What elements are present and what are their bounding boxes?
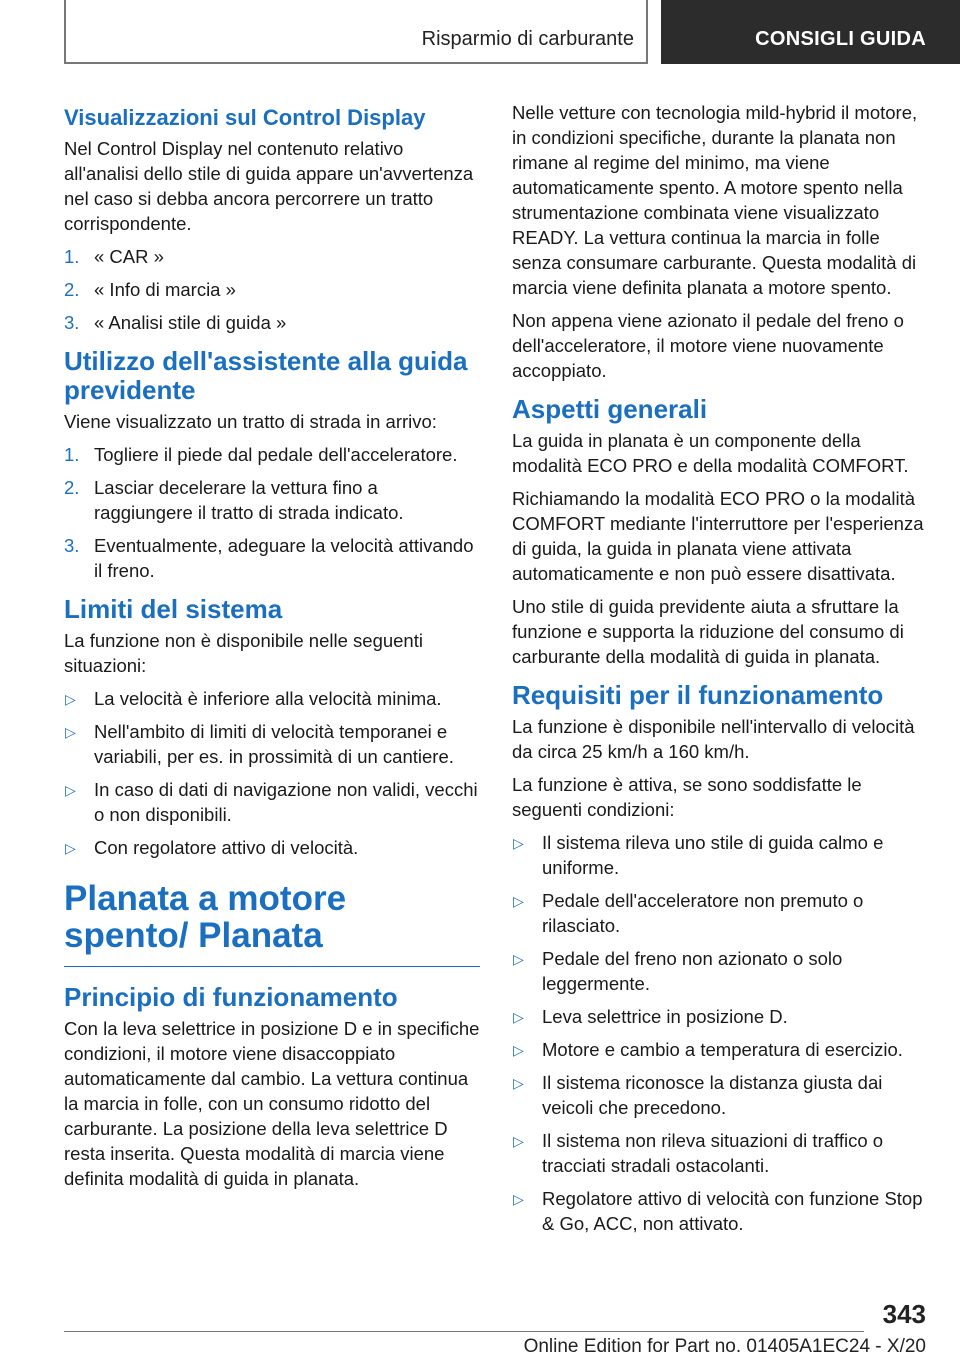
chapter-tab (661, 0, 960, 64)
paragraph-general-3: Uno stile di guida previdente aiuta a sfruttare la funzione e supporta la riduzione del consumo di carburante della modalità di guida in planata. (512, 596, 904, 667)
footer-edition: Online Edition for Part no. 01405A1EC24 - X/20 (523, 1336, 926, 1357)
list-number: 3. (64, 535, 80, 556)
list-item: ▷ Nell'ambito di limiti di velocità temporanei e variabili, per es. in prossimità di un cantiere. (65, 721, 454, 767)
right-column (512, 100, 928, 1244)
bullet-triangle-icon: ▷ (513, 1075, 524, 1091)
paragraph-general-1: La guida in planata è un componente della modalità ECO PRO e della modalità COMFORT. (512, 430, 909, 476)
paragraph-mild-hybrid: Nelle vetture con tecnologia mild-hybrid il motore, in condizioni specifiche, durante la planata non rimane al regime del minimo, ma viene automaticamente spento. A motore spento nella strumentazione combinata viene visualizzato READY. La vettura continua la marcia in folle senza consumare carburante. Questa modalità di marcia viene definita planata a motore spento. (512, 102, 918, 298)
heading-limits: Limiti del sistema (64, 594, 283, 624)
heading-assistant: Utilizzo dell'assistente alla guida previdente (64, 346, 468, 405)
list-item: ▷ Regolatore attivo di velocità con funzione Stop & Go, ACC, non attivato. (513, 1188, 923, 1234)
list-limits (64, 686, 480, 860)
list-requirements (512, 830, 928, 1236)
list-item: ▷ Pedale del freno non azionato o solo leggermente. (513, 948, 843, 994)
paragraph-control-display: Nel Control Display nel contenuto relativo all'analisi dello stile di guida appare un'avvertenza nel caso si debba ancora percorrere un tratto corrispondente. (64, 138, 474, 234)
bullet-triangle-icon: ▷ (513, 1191, 524, 1207)
list-item: 1. Togliere il piede dal pedale dell'acceleratore. (64, 444, 458, 465)
list-item: 3. Eventualmente, adeguare la velocità attivando il freno. (64, 535, 474, 581)
bullet-triangle-icon: ▷ (513, 1009, 524, 1025)
bullet-triangle-icon: ▷ (65, 724, 76, 740)
list-item: ▷ Leva selettrice in posizione D. (512, 1004, 928, 1029)
heading-requirements: Requisiti per il funzionamento (512, 680, 884, 710)
paragraph-requirements-2: La funzione è attiva, se sono soddisfatte le seguenti condizioni: (512, 774, 862, 820)
page-header (0, 0, 960, 66)
list-item: 2. « Info di marcia » (64, 279, 236, 300)
bullet-triangle-icon: ▷ (513, 1042, 524, 1058)
bullet-triangle-icon: ▷ (65, 691, 76, 707)
list-item: 2. Lasciar decelerare la vettura fino a raggiungere il tratto di strada indicato. (64, 477, 404, 523)
paragraph-general-2: Richiamando la modalità ECO PRO o la modalità COMFORT mediante l'interruttore per l'esperienza di guida, la guida in planata viene attivata automaticamente e non può essere disattivata. (512, 488, 924, 584)
list-item: 3. « Analisi stile di guida » (64, 312, 287, 333)
paragraph-limits: La funzione non è disponibile nelle seguenti situazioni: (64, 630, 423, 676)
list-item: ▷ Con regolatore attivo di velocità. (64, 835, 480, 860)
list-assistant (64, 442, 480, 583)
section-tab (64, 0, 648, 64)
list-item: ▷ Il sistema rileva uno stile di guida calmo e uniforme. (513, 832, 884, 878)
bullet-triangle-icon: ▷ (513, 1133, 524, 1149)
list-number: 1. (64, 444, 80, 465)
list-item: 1. « CAR » (64, 246, 164, 267)
heading-principle: Principio di funzionamento (64, 982, 398, 1012)
list-item: ▷ Il sistema riconosce la distanza giusta dai veicoli che precedono. (513, 1072, 883, 1118)
chapter-title: CONSIGLI GUIDA (755, 28, 926, 50)
list-number: 3. (64, 312, 80, 333)
main-heading-block (64, 880, 480, 967)
list-item: ▷ Motore e cambio a temperatura di esercizio. (512, 1037, 928, 1062)
bullet-triangle-icon: ▷ (65, 840, 76, 856)
bullet-triangle-icon: ▷ (65, 782, 76, 798)
section-title: Risparmio di carburante (421, 28, 634, 50)
heading-control-display: Visualizzazioni sul Control Display (64, 105, 426, 130)
heading-general: Aspetti generali (512, 394, 708, 424)
paragraph-assistant: Viene visualizzato un tratto di strada in arrivo: (64, 411, 437, 432)
footer-divider (64, 1331, 864, 1332)
paragraph-principle: Con la leva selettrice in posizione D e in specifiche condizioni, il motore viene disaccoppiato automaticamente dal cambio. La vettura continua la marcia in folle, con un consumo ridotto del carburante. La posizione della leva selettrice D resta inserita. Questa modalità di marcia viene definita modalità di guida in planata. (64, 1018, 480, 1189)
list-item: ▷ Il sistema non rileva situazioni di traffico o tracciati stradali ostacolanti. (513, 1130, 884, 1176)
list-number: 2. (64, 279, 80, 300)
paragraph-requirements-1: La funzione è disponibile nell'intervallo di velocità da circa 25 km/h a 160 km/h. (512, 716, 915, 762)
list-number: 1. (64, 246, 80, 267)
bullet-triangle-icon: ▷ (513, 951, 524, 967)
main-heading: Planata a motore spento/ Planata (64, 879, 347, 955)
page-number: 343 (882, 1299, 926, 1329)
list-item: ▷ In caso di dati di navigazione non validi, vecchi o non disponibili. (65, 779, 478, 825)
list-item: ▷ Pedale dell'acceleratore non premuto o rilasciato. (513, 890, 864, 936)
list-number: 2. (64, 477, 80, 498)
bullet-triangle-icon: ▷ (513, 835, 524, 851)
paragraph-pedal: Non appena viene azionato il pedale del freno o dell'acceleratore, il motore viene nuovamente accoppiato. (512, 310, 904, 381)
list-item: ▷ La velocità è inferiore alla velocità minima. (64, 686, 480, 711)
left-column (64, 100, 480, 1199)
bullet-triangle-icon: ▷ (513, 893, 524, 909)
list-control-display (64, 244, 480, 335)
